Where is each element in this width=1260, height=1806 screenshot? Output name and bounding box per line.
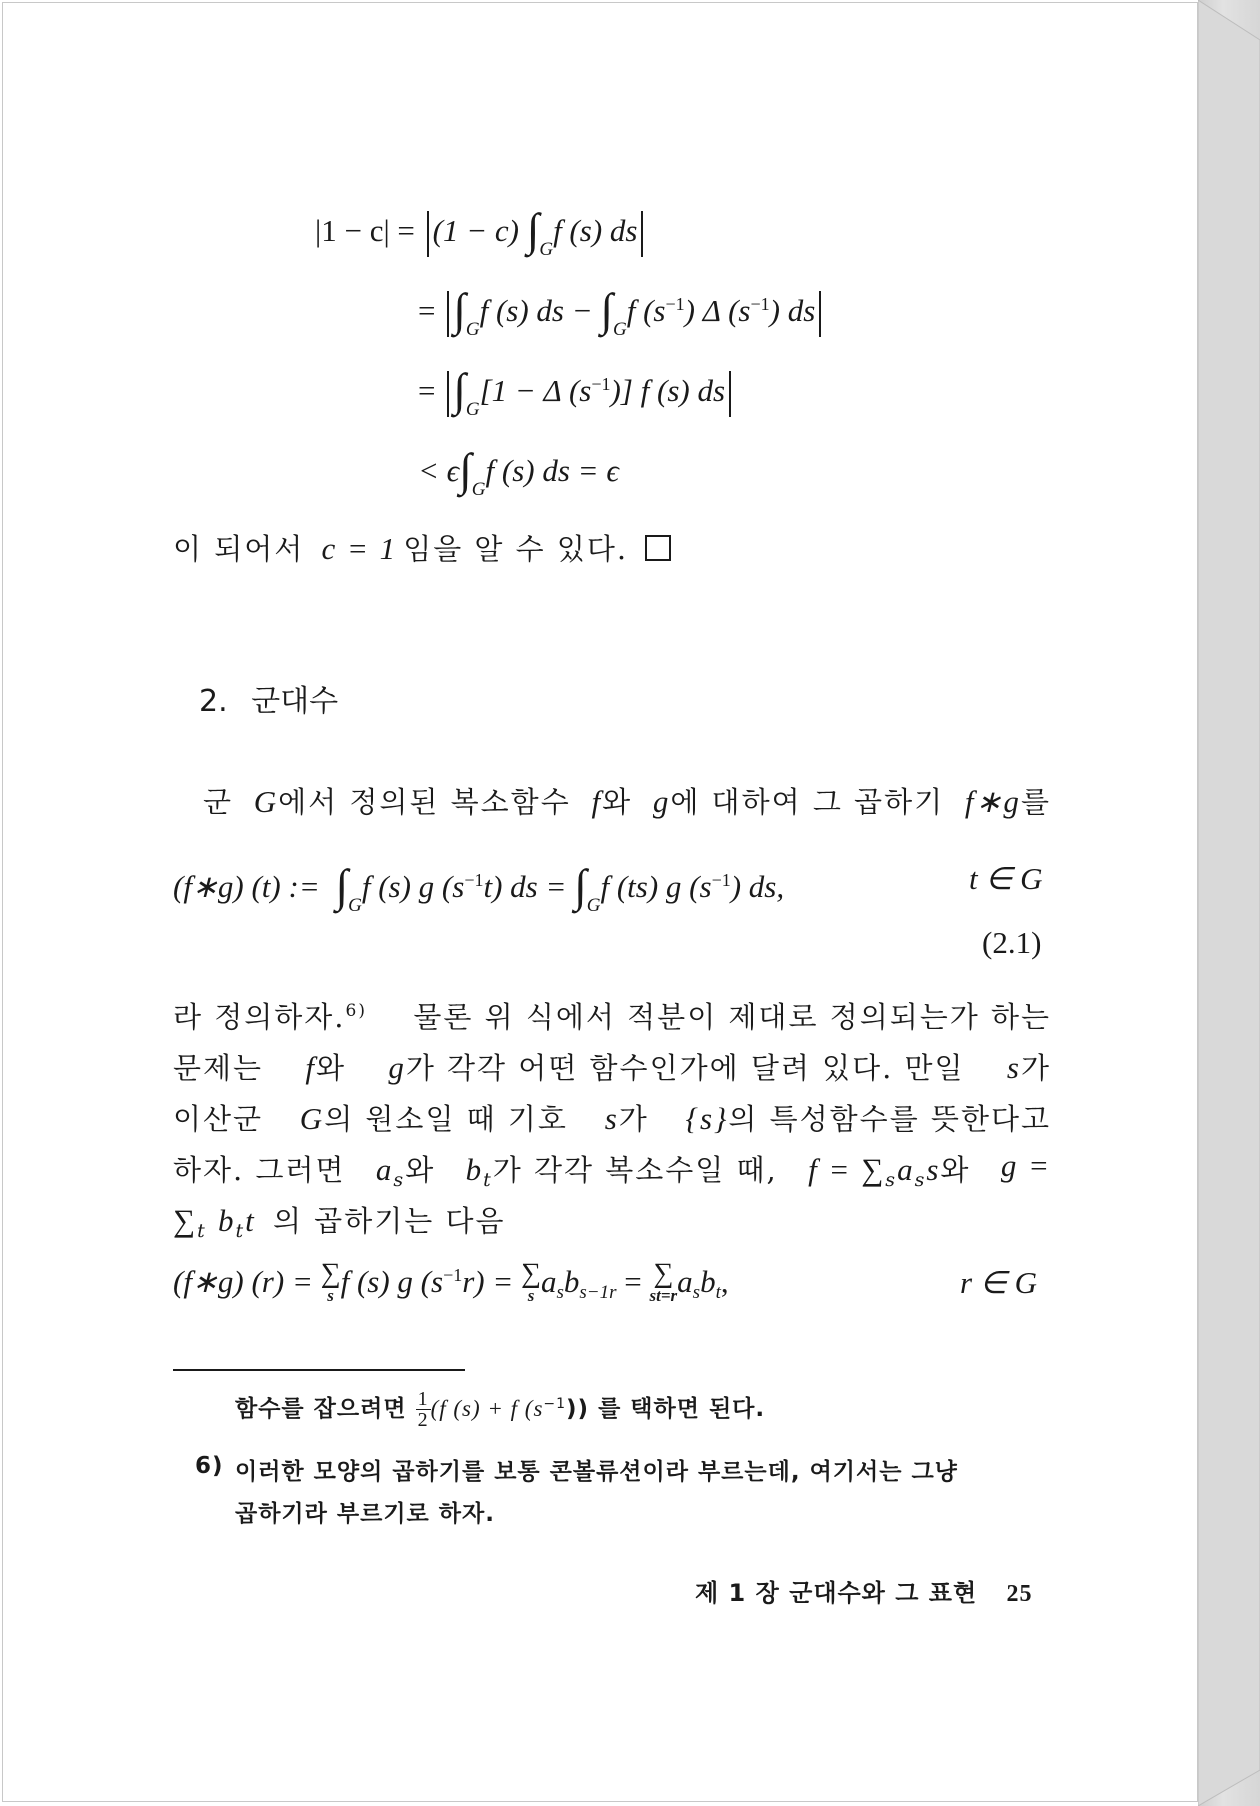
math-symbol: g — [388, 1050, 406, 1085]
text-run: 하자. 그러면 — [173, 1153, 346, 1187]
integral-domain: G — [465, 399, 480, 420]
paragraph-line-3 — [173, 1097, 1051, 1138]
fraction-numerator: 1 — [417, 1388, 429, 1410]
integral-domain: G — [539, 239, 554, 260]
subscript: s — [885, 1169, 898, 1191]
equation-term: f (ts) g (s — [600, 869, 712, 904]
conclusion-math: c = 1 — [321, 531, 398, 566]
subscript: t — [715, 1282, 721, 1304]
integral-domain: G — [613, 319, 627, 340]
text-run: 와 — [315, 1051, 346, 1085]
footnote-text: )) 를 택하면 된다. — [566, 1396, 766, 1422]
exponent: −1 — [443, 1265, 463, 1286]
exponent: −1 — [591, 374, 611, 394]
text-run: 가 — [618, 1102, 649, 1136]
paragraph-line-1 — [173, 995, 1051, 1036]
math-symbol: b — [217, 1203, 236, 1238]
equation-term: t) ds = — [483, 869, 567, 904]
math-symbol: s — [926, 1152, 941, 1187]
text-run: 의 특성함수를 뜻한다고 — [728, 1102, 1051, 1136]
equation-condition: t ∈ G — [969, 861, 1043, 896]
qed-box-icon — [645, 535, 671, 561]
integral-domain: G — [465, 319, 480, 340]
integral-sign: ∫ — [600, 284, 613, 335]
equation-term: , — [720, 1264, 729, 1300]
text-run: 군 — [203, 785, 234, 819]
fraction-one-half — [416, 1389, 431, 1430]
summation-sign — [521, 1258, 541, 1307]
text-run: 문제는 — [173, 1051, 264, 1085]
integral-domain: G — [348, 895, 362, 916]
derivation-lhs: |1 − c| = — [315, 213, 415, 248]
equation-term: ) ds, — [730, 869, 785, 904]
exponent: −1 — [464, 870, 484, 890]
section-title: 군대수 — [251, 684, 339, 719]
math-symbol: s — [1006, 1050, 1021, 1085]
text-run: 의 곱하기는 다음 — [272, 1204, 506, 1238]
footnote-6-line-1: 이러한 모양의 곱하기를 보통 콘볼류션이라 부르는데, 여기서는 그냥 — [235, 1459, 958, 1485]
math-symbol: a — [897, 1152, 915, 1187]
chapter-title: 제 1 장 군대수와 그 표현 — [695, 1579, 978, 1607]
math-symbol: f — [305, 1050, 316, 1085]
equation-term: a — [677, 1264, 693, 1300]
equation-number: (2.1) — [982, 925, 1042, 960]
subscript: t — [483, 1169, 493, 1191]
derivation-integrand: f (s) ds — [553, 213, 638, 248]
subscript: s — [556, 1282, 564, 1304]
derivation-line-2 — [418, 279, 821, 340]
derivation-term: [1 − Δ (s — [479, 373, 592, 408]
equation-discrete — [173, 1258, 729, 1307]
text-run: 와 — [602, 785, 633, 819]
text-run: 가 — [1020, 1051, 1051, 1085]
conclusion-line — [173, 527, 671, 568]
derivation-term: ) Δ (s — [684, 293, 751, 328]
abs-bar-right — [729, 371, 731, 417]
text-run: 라 정의하자. — [173, 1000, 346, 1034]
subscript: s — [914, 1169, 927, 1191]
sum-index: s — [527, 1286, 535, 1305]
math-symbol: b — [465, 1152, 484, 1187]
derivation-term: f (s) ds = ϵ — [485, 453, 619, 488]
equation-lhs: (f∗g) (r) = — [173, 1264, 313, 1300]
book-edge — [1198, 0, 1260, 1806]
derivation-line-4 — [418, 439, 619, 500]
exponent: −1 — [543, 1396, 567, 1412]
derivation-line-1 — [315, 199, 643, 260]
abs-bar-right — [819, 291, 821, 337]
math-symbol: G — [253, 784, 279, 819]
equals-sign: = — [624, 1264, 642, 1300]
paragraph-line-2 — [173, 1046, 1051, 1087]
abs-bar-left — [447, 371, 449, 417]
sum-index: s — [327, 1286, 334, 1305]
sigma-glyph: ∑ — [320, 1258, 341, 1289]
math-symbol: f — [591, 784, 603, 819]
subscript: s — [692, 1282, 701, 1304]
subscript: s−1r — [579, 1282, 617, 1304]
footnote-marker: 6) — [345, 1001, 367, 1021]
equals-sign: = — [418, 293, 436, 328]
text-run: 의 원소일 때 기호 — [324, 1102, 568, 1136]
footnote-text: 함수를 잡으려면 — [235, 1396, 407, 1422]
equation-term: f (s) g (s — [361, 869, 465, 904]
subscript: s — [393, 1169, 406, 1191]
subscript: t — [197, 1220, 207, 1242]
derivation-term: )] f (s) ds — [610, 373, 726, 408]
footnote-rule — [173, 1369, 465, 1371]
math-symbol: g — [652, 784, 671, 819]
text-run: 물론 위 식에서 적분이 제대로 정의되는가 하는 — [413, 1000, 1051, 1034]
fraction-denominator: 2 — [417, 1409, 429, 1431]
footnote-math: (f (s) + f (s — [430, 1396, 544, 1421]
integral-sign: ∫ — [574, 860, 587, 911]
equation-term: r) = — [462, 1264, 514, 1300]
running-footer — [695, 1573, 1033, 1608]
derivation-term: f (s — [626, 293, 666, 328]
equation-term: b — [700, 1264, 716, 1300]
math-symbol: g = — [1000, 1148, 1051, 1183]
derivation-term: ) ds — [769, 293, 816, 328]
equation-term: a — [541, 1264, 557, 1300]
section-heading — [199, 676, 338, 720]
exponent: −1 — [750, 294, 770, 314]
text-run: 에 대하여 그 곱하기 — [670, 785, 945, 819]
intro-line — [203, 780, 1051, 821]
section-number: 2. — [199, 684, 228, 719]
sigma-glyph: ∑ — [653, 1258, 674, 1289]
exponent: −1 — [711, 870, 731, 890]
text-run: 와 — [940, 1153, 971, 1187]
derivation-factor: (1 − c) — [432, 213, 519, 248]
derivation-bound: < ϵ — [418, 453, 460, 488]
equation-lhs: (f∗g) (t) := — [173, 869, 320, 904]
exponent: −1 — [665, 294, 685, 314]
summation-sign — [649, 1258, 678, 1307]
math-symbol: f∗g — [964, 784, 1021, 819]
equation-2-1 — [173, 855, 785, 916]
equation-term: f (s) g (s — [340, 1264, 444, 1300]
equation-term: b — [563, 1264, 580, 1300]
integral-sign: ∫ — [453, 364, 466, 415]
footnote-6-line-2: 곱하기라 부르기로 하자. — [235, 1501, 495, 1527]
text-run: 가 각각 복소수일 때, — [492, 1153, 778, 1187]
paragraph-line-4 — [173, 1148, 1051, 1189]
text-run: 를 — [1020, 785, 1051, 819]
text-run: 와 — [405, 1153, 436, 1187]
equals-sign: = — [418, 373, 436, 408]
integral-sign: ∫ — [526, 204, 540, 255]
math-symbol: {s} — [685, 1101, 729, 1136]
footnote-6-number: 6) — [195, 1453, 224, 1479]
abs-bar-right — [641, 211, 643, 257]
text-run: 에서 정의된 복소함수 — [278, 785, 571, 819]
math-symbol: t — [245, 1203, 256, 1238]
text-run: 이산군 — [173, 1102, 264, 1136]
paragraph-line-5 — [173, 1199, 506, 1240]
math-symbol: ∑ — [173, 1203, 198, 1238]
text-run: 가 각각 어떤 함수인가에 달려 있다. 만일 — [405, 1051, 965, 1085]
equation-condition: r ∈ G — [960, 1265, 1037, 1300]
integral-sign: ∫ — [459, 444, 472, 495]
summation-sign — [320, 1258, 341, 1307]
sigma-glyph: ∑ — [521, 1258, 541, 1289]
integral-sign: ∫ — [335, 860, 349, 911]
math-symbol: f = ∑ — [808, 1152, 886, 1187]
math-symbol: G — [299, 1101, 325, 1136]
abs-bar-left — [427, 211, 429, 257]
integral-domain: G — [471, 479, 486, 500]
math-symbol: a — [375, 1152, 394, 1187]
footnote-continuation — [235, 1389, 765, 1430]
page-number: 25 — [1006, 1581, 1033, 1607]
derivation-line-3 — [418, 359, 731, 420]
book-page — [2, 2, 1198, 1802]
integral-sign: ∫ — [453, 284, 466, 335]
integral-domain: G — [586, 895, 601, 916]
derivation-term: f (s) ds − — [479, 293, 593, 328]
conclusion-text: 임을 알 수 있다. — [403, 532, 629, 566]
abs-bar-left — [447, 291, 449, 337]
conclusion-text: 이 되어서 — [173, 532, 305, 566]
math-symbol: s — [604, 1101, 619, 1136]
sum-index: st=r — [649, 1286, 678, 1305]
subscript: t — [235, 1220, 246, 1242]
book-edge-shading — [1198, 0, 1260, 1806]
